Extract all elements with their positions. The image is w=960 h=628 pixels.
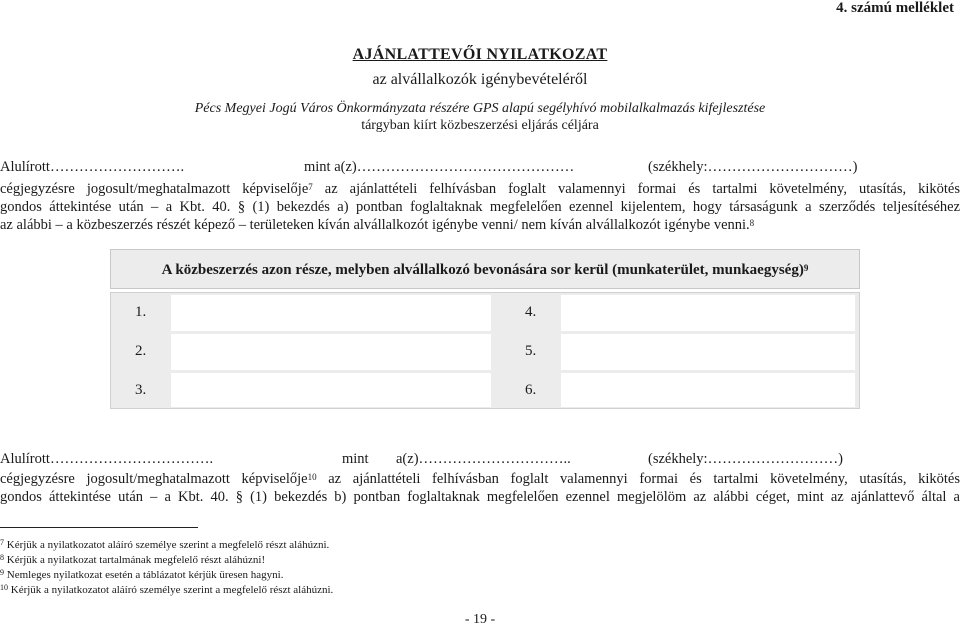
para1-line2-text-a: cégjegyzésre jogosult/meghatalmazott képviselője [0,181,309,197]
footnote-9 [0,569,283,581]
table-row-2-right-number: 5. [525,343,537,359]
table-cell-5-input[interactable] [561,334,855,370]
table-cell-3-input[interactable] [171,373,491,407]
table-row-1-right-number: 4. [525,304,537,320]
footnote-7-text: Kérjük a nyilatkozatot aláíró személye szerint a megfelelő részt aláhúzni. [6,539,330,551]
footnote-ref-8: 8 [749,218,755,228]
para2-line2-text-b: az ajánlattételi felhívásban foglalt valamennyi formai és tartalmi követelmény, utasítás, kikötés [316,471,960,487]
para1-mint: mint a(z)……………………………………… [304,159,575,175]
table-cell-4-input[interactable] [561,295,855,331]
project-line-1: Pécs Megyei Jogú Város Önkormányzata részére GPS alapú segélyhívó mobilalkalmazás kifejlesztése [194,101,766,116]
table-row-3-left-number: 3. [135,382,147,398]
footnote-ref-9: 9 [803,263,809,273]
para2-line2-text-a: cégjegyzésre jogosult/meghatalmazott képviselője [0,471,308,487]
para2-line2 [0,470,960,488]
footnote-10-text: Kérjük a nyilatkozatot aláíró személye szerint a megfelelő részt aláhúzni. [10,584,334,596]
footnote-9-text: Nemleges nyilatkozat esetén a táblázatot kérjük üresen hagyni. [6,569,284,581]
table-cell-2-input[interactable] [171,334,491,370]
para1-alulirott: Alulírott………………………. [0,159,185,175]
footnote-8-number: 8 [0,553,4,562]
table-row-3-right-number: 6. [525,382,537,398]
para2-szekhely: (székhely:………………………) [648,451,843,467]
para2-line3: gondos áttekintése után – a Kbt. 40. § (1) bekezdés b) pontban foglaltaknak megfelelően ezennel megjelölöm az alábbi céget, mint az ajánlattevő által a [0,489,960,505]
table-header [110,249,860,289]
para2-aze: a(z)………………………….. [396,451,571,467]
subcontractor-table [110,292,860,409]
table-cell-1-input[interactable] [171,295,491,331]
para2-mint: mint [342,451,369,467]
footnote-7 [0,539,329,551]
footnote-separator [0,527,198,528]
footnote-8-text: Kérjük a nyilatkozat tartalmának megfelelő részt aláhúzni! [6,554,266,566]
para1-line3: gondos áttekintése után – a Kbt. 40. § (1) bekezdés a) pontban foglaltaknak megfelelően ezennel kijelentem, hogy társaságunk a szerződés teljesítéséhez [0,199,960,215]
table-header-text: A közbeszerzés azon része, melyben alvállalkozó bevonására sor kerül (munkaterület, munkaegység) [161,262,804,278]
footnote-9-number: 9 [0,568,4,577]
project-line-2: tárgyban kiírt közbeszerzési eljárás céljára [361,118,599,133]
document-subtitle: az alvállalkozók igénybevételéről [372,71,588,88]
footnote-ref-7: 7 [308,182,313,192]
table-row-2-left-number: 2. [135,343,147,359]
footnote-ref-10: 10 [307,472,317,482]
page-number: - 19 - [464,612,496,627]
para1-line2-text-b: az ajánlattételi felhívásban foglalt valamennyi formai és tartalmi követelmény, utasítás, kikötés [312,181,960,197]
table-row-1-left-number: 1. [135,304,147,320]
para2-alulirott: Alulírott……………………………. [0,451,214,467]
annex-label: 4. számú melléklet [836,0,954,16]
para1-line2 [0,180,960,198]
footnote-7-number: 7 [0,538,4,547]
footnote-10 [0,584,333,596]
table-cell-6-input[interactable] [561,373,855,407]
document-title: AJÁNLATTEVŐI NYILATKOZAT [352,46,608,63]
para1-line4-text: az alábbi – a közbeszerzés részét képező – területeken kíván alvállalkozót igénybe venni/ nem kíván alvállalkozót igénybe venni. [0,217,750,233]
footnote-8 [0,554,265,566]
para1-szekhely: (székhely:…………………………) [648,159,858,175]
footnote-10-number: 10 [0,583,8,592]
para1-line4 [0,216,960,234]
